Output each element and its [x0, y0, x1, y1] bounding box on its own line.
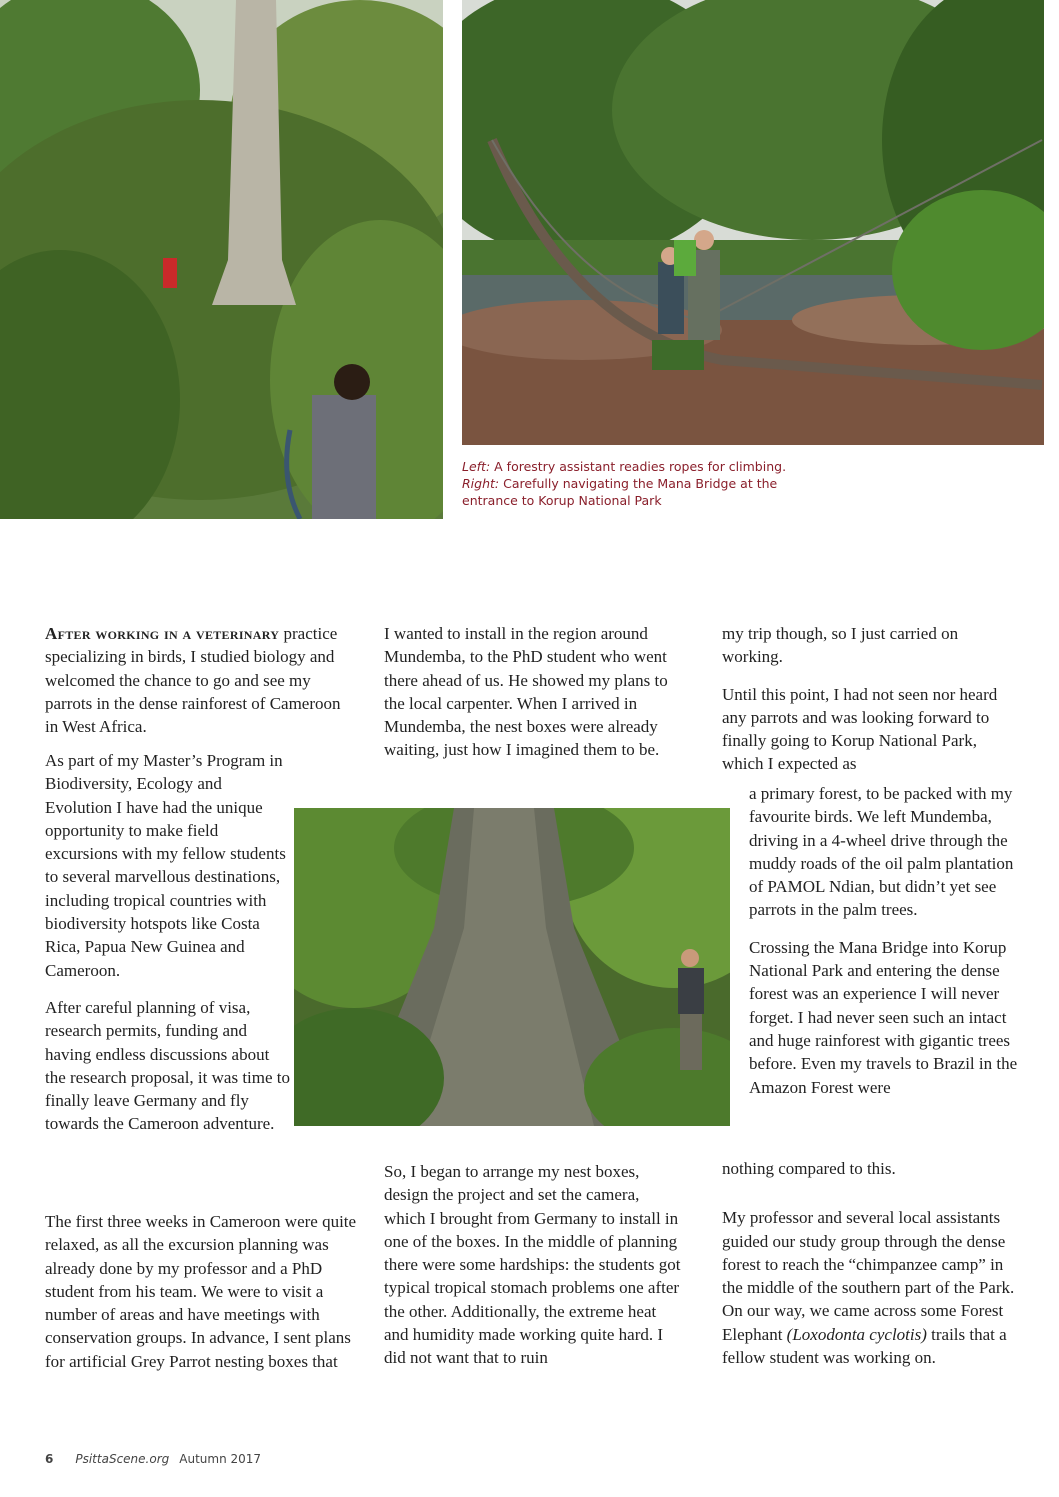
photo-mana-bridge: [462, 0, 1044, 445]
paragraph-4: The first three weeks in Cameroon were quite relaxed, as all the excursion planning was already done by my professor and a PhD student from his team. We were to visit a number of areas and have meetings with conservation groups. In advance, I sent plans for artificial Grey Parrot nesting boxes that: [45, 1212, 357, 1371]
column-2-bottom: [384, 1160, 684, 1384]
column-2-top: [384, 622, 684, 776]
paragraph-8: My professor and several local assistants guided our study group through the dense forest to reach the “chimpanzee camp” in the middle of the southern part of the Park. On our way, we came across some Forest Elephant (Loxodonta cyclotis) trails that a fellow student was working on.: [722, 1208, 1015, 1368]
paragraph-3: After careful planning of visa, research permits, funding and having endless discussions about the research proposal, it was time to finally leave Germany and fly towards the Cameroon adventure.: [45, 997, 291, 1134]
caption-left-text: A forestry assistant readies ropes for climbing.: [490, 459, 787, 474]
column-1-bottom: [45, 1210, 359, 1387]
caption-right-text: Carefully navigating the Mana Bridge at the entrance to Korup National Park: [462, 476, 778, 508]
paragraph-6-start: Until this point, I had not seen nor heard any parrots and was looking forward to finally going to Korup National Park, which I expected as: [722, 684, 998, 774]
photo-forestry-assistant: [0, 0, 443, 519]
paragraph-2: As part of my Master’s Program in Biodiversity, Ecology and Evolution I have had the unique opportunity to make field excursions with my fellow students to several marvellous destinations, including tropical countries with biodiversity hotspots like Costa Rica, Papua New Guinea and Cameroon.: [45, 751, 286, 980]
caption-left-label: Left:: [462, 459, 491, 474]
paragraph-6-rest: a primary forest, to be packed with my favourite birds. We left Mundemba, driving in a 4-wheel drive through the muddy roads of the oil palm plantation of PAMOL Ndian, but didn’t yet see parrots in the palm trees.: [749, 784, 1014, 920]
column-3-bottom: [722, 1157, 1022, 1383]
site-name: PsittaScene.org: [75, 1452, 170, 1466]
caption-right-label: Right:: [462, 476, 500, 491]
species-name: (Loxodonta cyclotis): [786, 1324, 927, 1344]
paragraph-7: Crossing the Mana Bridge into Korup National Park and entering the dense forest was an experience I will never forget. I had never seen such an intact and huge rainforest with gigantic trees before. Even my travels to Brazil in the Amazon Forest were: [749, 937, 1018, 1097]
lead-in: After working in a veterinary: [45, 624, 280, 643]
paragraph-5: So, I began to arrange my nest boxes, design the project and set the camera, which I brought from Germany to install in one of the boxes. In the middle of planning there were some hardships: the students got typical tropical stomach problems one after the other. Additionally, the extreme heat and humidity made working quite hard. I did not want that to ruin: [384, 1162, 681, 1368]
page-number: 6: [45, 1452, 54, 1466]
paragraph-4-continued: I wanted to install in the region around Mundemba, to the PhD student who went there ahead of us. He showed my plans to the local carpenter. When I arrived in Mundemba, the nest boxes were already waiting, just how I imagined them to be.: [384, 624, 668, 760]
column-1-middle: [45, 749, 290, 1150]
paragraph-1: After working in a veterinary practice specializing in birds, I studied biology and welcomed the chance to go and see my parrots in the dense rainforest of Cameroon in West Africa.: [45, 624, 341, 737]
issue-date: Autumn 2017: [179, 1452, 262, 1466]
column-3-indented: [749, 782, 1019, 1113]
photo-caption: [462, 458, 822, 509]
paragraph-7-end: nothing compared to this.: [722, 1159, 896, 1178]
page-footer: [45, 1452, 277, 1466]
photo-giant-tree: [294, 808, 730, 1126]
paragraph-5-continued: my trip though, so I just carried on working.: [722, 624, 959, 667]
column-1-top: [45, 622, 347, 752]
column-3-top: [722, 622, 1022, 790]
